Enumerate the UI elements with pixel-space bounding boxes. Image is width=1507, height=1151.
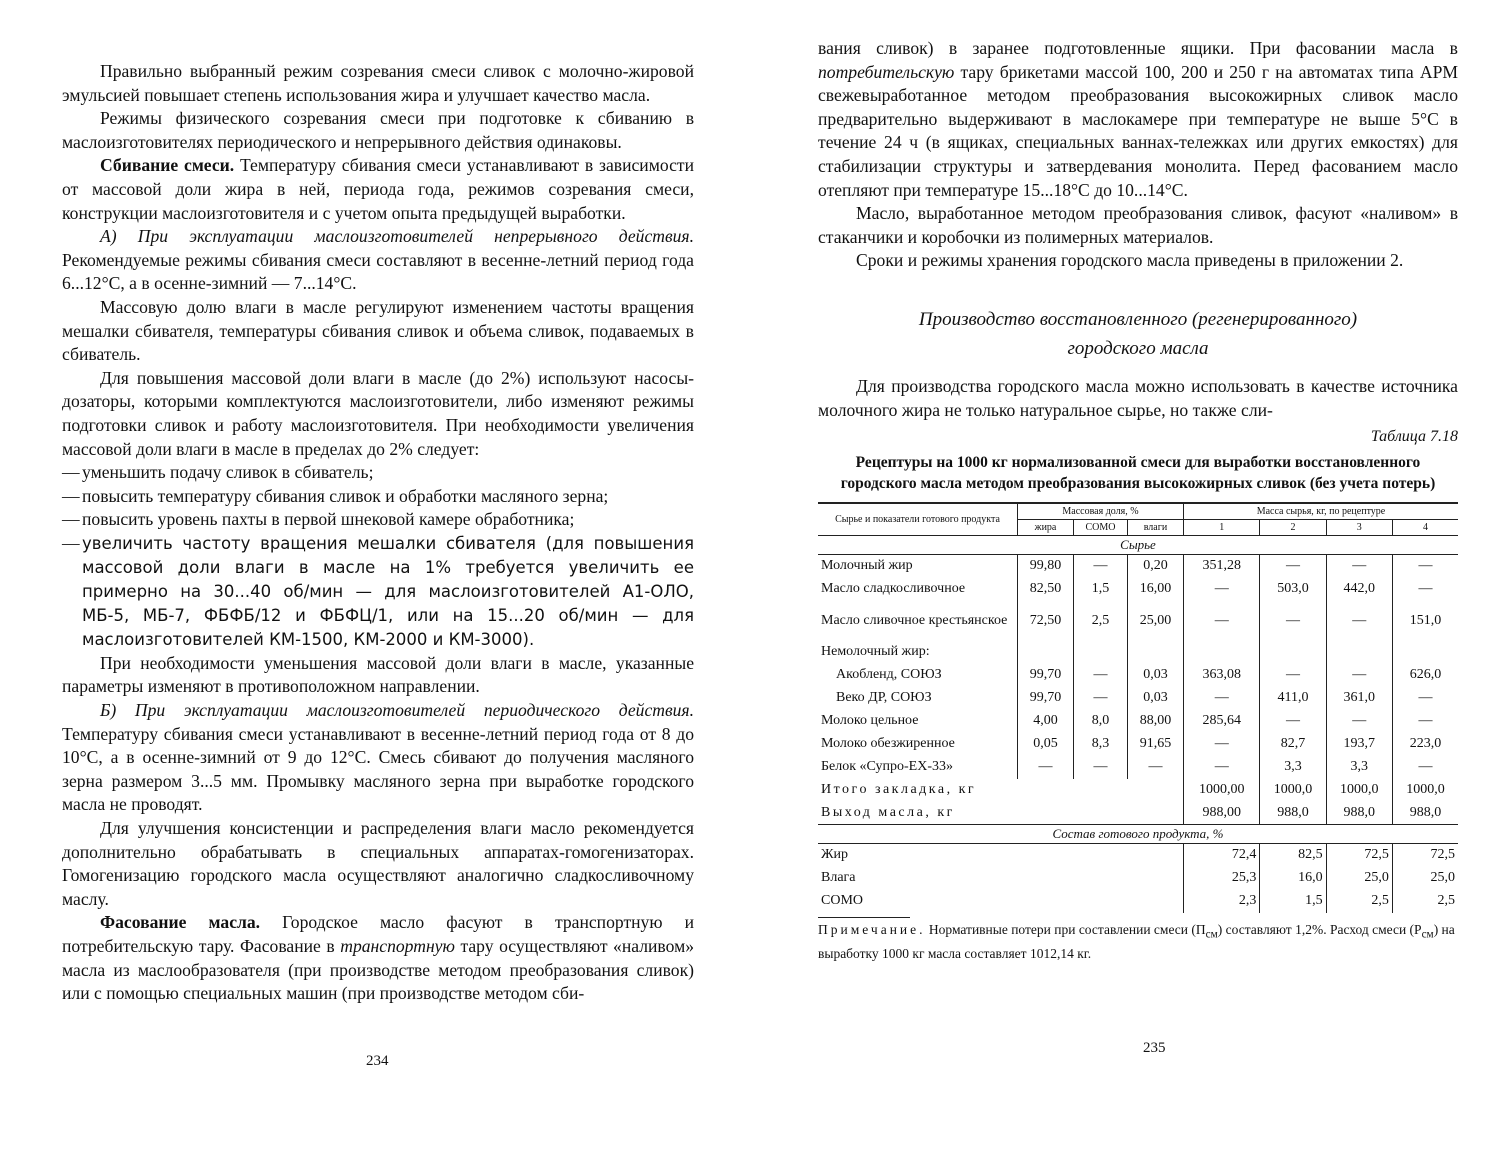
table-body — [818, 844, 1458, 913]
table-row — [818, 733, 1458, 756]
table-cell: — — [1392, 756, 1458, 779]
row-label: Немолочный жир: — [821, 644, 930, 660]
table-cell: — — [1260, 601, 1326, 641]
table-cell: 363,08 — [1183, 664, 1259, 687]
table-cell: 1000,0 — [1260, 779, 1326, 802]
table-cell: — — [1074, 687, 1128, 710]
table-cell: 2,3 — [1183, 890, 1259, 913]
table-row — [818, 756, 1458, 779]
note-text: Нормативные потери при составлении смеси (П — [925, 921, 1206, 937]
row-label: Веко ДР, СОЮЗ — [836, 690, 932, 706]
table-number: Таблица 7.18 — [1370, 428, 1458, 446]
section-title: Производство восстановленного (регенерированного) — [918, 308, 1358, 330]
table-row — [818, 687, 1458, 710]
table-cell: 8,3 — [1074, 733, 1128, 756]
column-header: Масса сырья, кг, по рецептуре — [1183, 503, 1458, 520]
note-label: Примечание. — [818, 921, 926, 937]
row-label: Молоко обезжиренное — [821, 736, 955, 752]
table-cell: — — [1326, 664, 1392, 687]
table-cell: 988,0 — [1260, 802, 1326, 825]
paragraph — [62, 699, 694, 817]
table-cell: 193,7 — [1326, 733, 1392, 756]
table-cell: 25,0 — [1326, 867, 1392, 890]
table-cell: — — [1074, 664, 1128, 687]
table-cell: 0,03 — [1127, 687, 1183, 710]
note-text: ) на выработку 1000 кг масла составляет 1012,14 кг. — [818, 921, 1455, 962]
table-cell: — — [1326, 710, 1392, 733]
row-label: Влага — [818, 867, 1183, 890]
list-item-text: уменьшить подачу сливок в сбиватель; — [82, 462, 374, 483]
table-row — [818, 578, 1458, 601]
table-row — [818, 601, 1458, 641]
table-cell: 72,5 — [1392, 844, 1458, 867]
table-cell: 99,70 — [1018, 664, 1074, 687]
list-item — [62, 508, 694, 532]
table-section-row — [818, 536, 1458, 555]
table-cell: 442,0 — [1326, 578, 1392, 601]
table-cell — [1326, 641, 1392, 664]
table-cell: 411,0 — [1260, 687, 1326, 710]
table-cell: 3,3 — [1326, 756, 1392, 779]
row-label: СОМО — [818, 890, 1183, 913]
table-row — [818, 844, 1458, 867]
paragraph: Режимы физического созревания смеси при подготовке к сбиванию в маслоизготовителях периодического и непрерывного действия одинаковы. — [62, 108, 694, 152]
table-cell: 25,0 — [1392, 867, 1458, 890]
left-page — [62, 60, 694, 1006]
recipe-table — [818, 502, 1458, 913]
table-cell: 361,0 — [1326, 687, 1392, 710]
table-header-row — [818, 503, 1458, 520]
table-cell: 16,0 — [1260, 867, 1326, 890]
table-cell — [1392, 641, 1458, 664]
paragraph-text: Температуру сбивания смеси устанавливают в зависимости от массовой доли жира в ней, периода года, режимов созревания смеси, конструкции маслоизготовителя и с учетом опыта предыдущей выработки. — [62, 155, 694, 223]
table-cell: — — [1074, 756, 1128, 779]
right-page — [818, 37, 1458, 964]
row-label: Молоко цельное — [821, 713, 919, 729]
emphasis: потребительскую — [818, 61, 955, 82]
table-section-row — [818, 825, 1458, 844]
table-cell: 285,64 — [1183, 710, 1259, 733]
paragraph-text: тару осуществляют «наливом» масла из маслообразователя (при производстве методом преобразования сливок) или с помощью специальных машин (при производстве методом сби- — [62, 936, 695, 1004]
column-header: жира — [1018, 520, 1074, 536]
list-dash: — — [62, 532, 80, 553]
table-cell — [1074, 641, 1128, 664]
paragraph — [62, 154, 694, 225]
section-title: городского масла — [1067, 337, 1209, 359]
table-cell: — — [1392, 687, 1458, 710]
table-cell: 1,5 — [1074, 578, 1128, 601]
table-cell: — — [1183, 756, 1259, 779]
table-cell: 88,00 — [1127, 710, 1183, 733]
table-cell: 988,00 — [1183, 802, 1259, 825]
column-header: СОМО — [1074, 520, 1128, 536]
table-cell: 988,0 — [1326, 802, 1392, 825]
paragraph-text: Рекомендуемые режимы сбивания смеси составляют в весенне-летний период года 6...12°С, а в осенне-зимний — 7...14°С. — [62, 249, 694, 294]
row-label: Жир — [818, 844, 1183, 867]
table-note — [818, 920, 1458, 965]
table-row — [818, 555, 1458, 578]
table-cell: 2,5 — [1392, 890, 1458, 913]
row-label: Акобленд, СОЮЗ — [836, 667, 942, 683]
note-subscript: см — [1205, 928, 1218, 941]
column-header: 1 — [1183, 520, 1259, 536]
table-row — [818, 890, 1458, 913]
table-row — [818, 664, 1458, 687]
page-number: 234 — [366, 1053, 389, 1069]
table-cell: — — [1326, 555, 1392, 578]
paragraph: Сроки и режимы хранения городского масла приведены в приложении 2. — [856, 250, 1404, 271]
table-cell: — — [1127, 756, 1183, 779]
table-cell: 82,5 — [1260, 844, 1326, 867]
column-header: 4 — [1392, 520, 1458, 536]
paragraph-text: тару брикетами массой 100, 200 и 250 г на автоматах типа АРМ свежевыработанное методом преобразования высокожирных сливок масло предварительно выдерживают в маслокамере при температуре не выше 5°С в течение 24 ч (в ящиках, специальных ваннах-тележках или других емкостях) для стабилизации структуры и затвердевания монолита. Перед фасованием масло отепляют при температуре 15...18°С до 10...14°С. — [818, 61, 1458, 200]
table-cell: 0,03 — [1127, 664, 1183, 687]
table-cell: — — [1260, 710, 1326, 733]
table-cell: 1000,00 — [1183, 779, 1259, 802]
table-body — [818, 555, 1458, 779]
table-cell: 4,00 — [1018, 710, 1074, 733]
table-cell: 8,0 — [1074, 710, 1128, 733]
paragraph-text: Температуру сбивания смеси устанавливают в весенне-летний период года от 8 до 10°С, а в осенне-зимний от 9 до 12°С. Смесь сбивают до получения масляного зерна размером 3...5 мм. Промывку масляного зерна при выработке городского масла не проводят. — [62, 723, 694, 815]
table-row — [818, 641, 1458, 664]
paragraph-text: Городское масло фасуют в транспортную и потребительскую тару. Фасование в — [62, 912, 694, 956]
table-cell: 0,20 — [1127, 555, 1183, 578]
table-cell: 99,80 — [1018, 555, 1074, 578]
paragraph: Массовую долю влаги в масле регулируют изменением частоты вращения мешалки сбивателя, температуры сбивания сливок и объема сливок, подаваемых в сбиватель. — [62, 296, 694, 365]
paragraph: Правильно выбранный режим созревания смеси сливок с молочно-жировой эмульсией повышает степень использования жира и улучшает качество масла. — [62, 61, 694, 105]
note-text: ) составляют 1,2%. Расход смеси (Р — [1217, 921, 1422, 937]
table-cell: — — [1260, 664, 1326, 687]
column-header: 3 — [1326, 520, 1392, 536]
row-label: Белок «Супро-ЕХ-33» — [821, 759, 954, 775]
table-cell: 72,50 — [1018, 601, 1074, 641]
row-label: Молочный жир — [821, 558, 913, 574]
table-cell: 3,3 — [1260, 756, 1326, 779]
note-subscript: см — [1421, 928, 1434, 941]
column-header: Массовая доля, % — [1018, 503, 1184, 520]
table-cell: 351,28 — [1183, 555, 1259, 578]
table-cell: — — [1018, 756, 1074, 779]
table-cell: 223,0 — [1392, 733, 1458, 756]
column-header: влаги — [1127, 520, 1183, 536]
paragraph-heading: Фасование масла. — [100, 912, 261, 933]
list-item — [62, 485, 694, 509]
table-cell: 25,00 — [1127, 601, 1183, 641]
paragraph: Для повышения массовой доли влаги в масле (до 2%) используют насосы-дозаторы, которыми комплектуются маслоизготовители, либо изменяют режимы подготовки сливок и работу маслоизготовителя. При необходимости увеличения массовой доли влаги в масле в пределах до 2% следует: — [62, 367, 694, 459]
emphasis: транспортную — [340, 936, 455, 956]
yield-label: Выход масла, кг — [821, 804, 955, 820]
paragraph — [62, 225, 694, 296]
table-cell: 1000,0 — [1392, 779, 1458, 802]
table-cell: — — [1392, 710, 1458, 733]
table-cell: 99,70 — [1018, 687, 1074, 710]
table-cell: 503,0 — [1260, 578, 1326, 601]
page-number: 235 — [1143, 1040, 1166, 1056]
list-dash: — — [62, 509, 80, 530]
table-cell: 626,0 — [1392, 664, 1458, 687]
row-label: Масло сладкосливочное — [821, 581, 966, 597]
paragraph — [818, 37, 1458, 202]
table-cell: 25,3 — [1183, 867, 1259, 890]
table-cell: — — [1183, 578, 1259, 601]
table-cell: 988,0 — [1392, 802, 1458, 825]
table-cell: 16,00 — [1127, 578, 1183, 601]
paragraph-heading: А) При эксплуатации маслоизготовителей непрерывного действия. — [100, 226, 694, 247]
list-item-text: увеличить частоту вращения мешалки сбивателя (для повышения массовой доли влаги в масле на 1% требуется увеличить ее примерно на 30...40 об/мин — для маслоизготовителей А1-ОЛО, МБ-5, МБ-7, ФБФБ/12 и ФБФЦ/1, или на 15...20 об/мин — для маслоизготовителей КМ-1500, КМ-2000 и КМ-3000). — [82, 533, 694, 649]
table-cell — [1183, 641, 1259, 664]
list-dash: — — [62, 462, 80, 483]
list-item-text: повысить уровень пахты в первой шнековой камере обработника; — [82, 509, 575, 530]
table-title: Рецептуры на 1000 кг нормализованной смеси для выработки восстановленного городского масла методом преобразования высокожирных сливок (без учета потерь) — [840, 454, 1436, 493]
table-row — [818, 867, 1458, 890]
paragraph-text: вания сливок) в заранее подготовленные ящики. При фасовании масла в — [818, 38, 1458, 58]
table-cell: — — [1074, 555, 1128, 578]
column-header: Сырье и показатели готового продукта — [818, 503, 1018, 536]
table-section-label: Состав готового продукта, % — [818, 825, 1458, 844]
paragraph — [62, 911, 694, 1005]
table-cell: 0,05 — [1018, 733, 1074, 756]
table-cell: 82,50 — [1018, 578, 1074, 601]
list-item — [62, 461, 694, 485]
paragraph: Для улучшения консистенции и распределения влаги масло рекомендуется дополнительно обрабатывать в специальных аппаратах-гомогенизаторах. Гомогенизацию городского масла осуществляют аналогично сладкосливочному маслу. — [62, 818, 694, 909]
paragraph: Масло, выработанное методом преобразования сливок, фасуют «наливом» в стаканчики и коробочки из полимерных материалов. — [818, 203, 1458, 247]
table-cell: 91,65 — [1127, 733, 1183, 756]
note-divider — [818, 917, 910, 918]
table-cell: 72,5 — [1326, 844, 1392, 867]
table-cell: 151,0 — [1392, 601, 1458, 641]
table-row — [818, 710, 1458, 733]
table-cell: 82,7 — [1260, 733, 1326, 756]
table-cell: 1,5 — [1260, 890, 1326, 913]
table-row — [818, 802, 1458, 825]
table-cell: — — [1183, 687, 1259, 710]
table-cell — [1018, 641, 1074, 664]
paragraph: Для производства городского масла можно использовать в качестве источника молочного жира не только натуральное сырье, но также сли- — [818, 375, 1458, 420]
table-cell: 2,5 — [1326, 890, 1392, 913]
paragraph-heading: Сбивание смеси. — [100, 155, 235, 176]
table-cell: — — [1260, 555, 1326, 578]
table-cell: — — [1392, 555, 1458, 578]
table-cell: — — [1183, 601, 1259, 641]
paragraph: При необходимости уменьшения массовой доли влаги в масле, указанные параметры изменяют в противоположном направлении. — [62, 652, 694, 697]
list-item-text: повысить температуру сбивания сливок и обработки масляного зерна; — [82, 485, 609, 506]
table-section-label: Сырье — [818, 536, 1458, 555]
table-row — [818, 779, 1458, 802]
table-cell: 1000,0 — [1326, 779, 1392, 802]
table-cell: — — [1183, 733, 1259, 756]
row-label: Масло сливочное крестьянское — [821, 612, 1008, 628]
column-header: 2 — [1260, 520, 1326, 536]
table-cell: 2,5 — [1074, 601, 1128, 641]
list-item — [62, 532, 694, 652]
table-cell: — — [1392, 578, 1458, 601]
table-cell — [1260, 641, 1326, 664]
table-cell: 72,4 — [1183, 844, 1259, 867]
total-label: Итого закладка, кг — [821, 782, 977, 798]
paragraph-heading: Б) При эксплуатации маслоизготовителей периодического действия. — [100, 700, 694, 721]
table-cell — [1127, 641, 1183, 664]
list-dash: — — [62, 485, 80, 506]
table-cell: — — [1326, 601, 1392, 641]
